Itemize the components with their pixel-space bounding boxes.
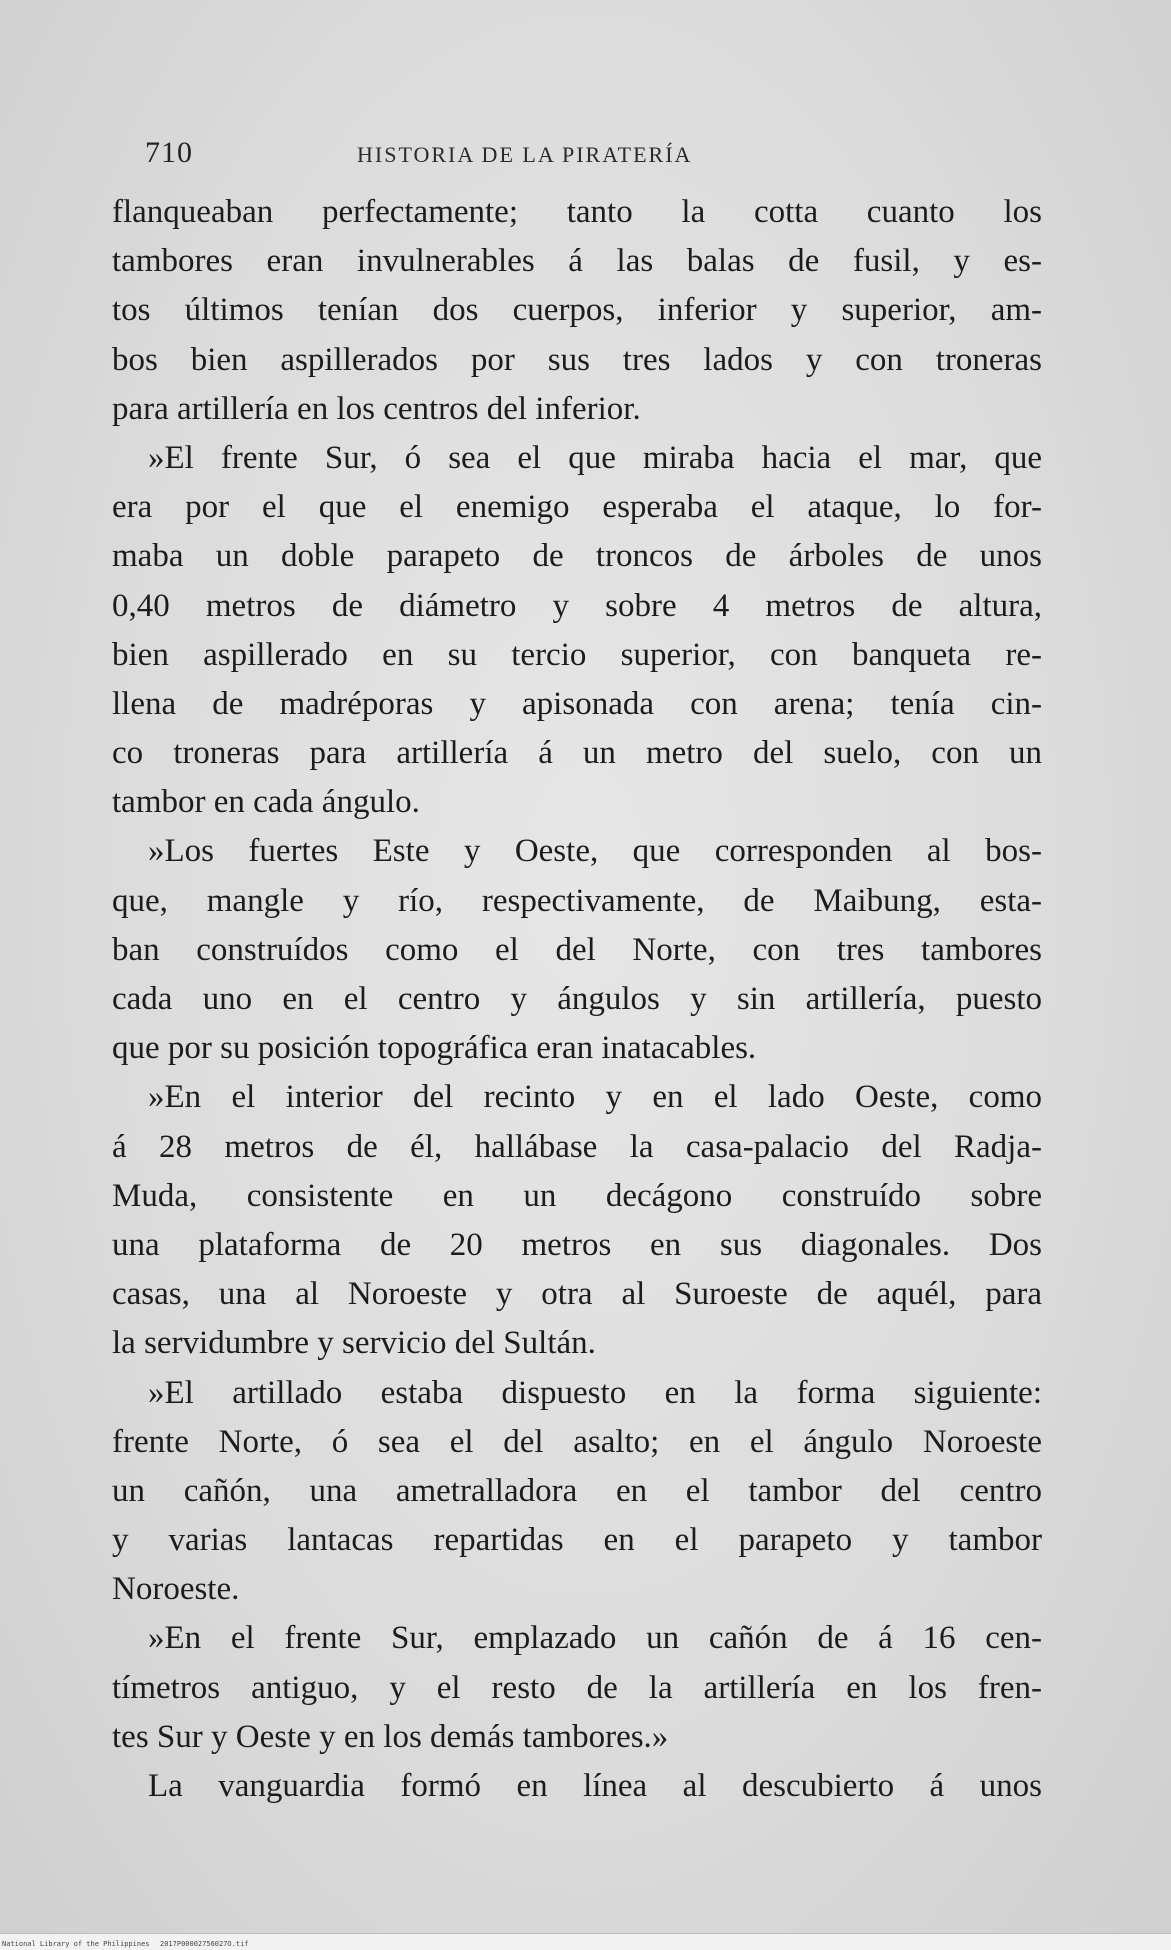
footer-library: National Library of the Philippines <box>2 1940 150 1948</box>
text-line: frente Norte, ó sea el del asalto; en el ángulo Noroeste <box>112 1423 1042 1460</box>
text-line: un cañón, una ametralladora en el tambor del centro <box>112 1472 1042 1509</box>
paragraph-start-line: »En el frente Sur, emplazado un cañón de á 16 cen- <box>148 1620 1042 1657</box>
scan-footer <box>0 1933 1171 1950</box>
paragraph-start-line: La vanguardia formó en línea al descubierto á unos <box>148 1768 1042 1804</box>
body-text <box>112 188 1042 1811</box>
text-line: 0,40 metros de diámetro y sobre 4 metros de altura, <box>112 587 1042 624</box>
text-line: Muda, consistente en un decágono construído sobre <box>112 1177 1042 1214</box>
text-line: la servidumbre y servicio del Sultán. <box>112 1325 596 1362</box>
text-line: tes Sur y Oeste y en los demás tambores.» <box>112 1718 669 1755</box>
text-line: casas, una al Noroeste y otra al Suroeste de aquél, para <box>112 1276 1042 1313</box>
text-line: que, mangle y río, respectivamente, de Maibung, esta- <box>112 882 1042 919</box>
text-line: Noroeste. <box>112 1571 240 1608</box>
paragraph-start-line: »En el interior del recinto y en el lado Oeste, como <box>148 1079 1042 1116</box>
text-line: y varias lantacas repartidas en el parapeto y tambor <box>112 1522 1042 1559</box>
text-line: á 28 metros de él, hallábase la casa-palacio del Radja- <box>112 1128 1042 1165</box>
text-line: tos últimos tenían dos cuerpos, inferior y superior, am- <box>112 292 1042 329</box>
paragraph-start-line: »Los fuertes Este y Oeste, que corresponden al bos- <box>148 833 1042 870</box>
paragraph-start-line: »El artillado estaba dispuesto en la forma siguiente: <box>148 1374 1042 1411</box>
text-line: bos bien aspillerados por sus tres lados y con troneras <box>112 341 1042 378</box>
text-line: maba un doble parapeto de troncos de árboles de unos <box>112 538 1042 575</box>
text-line: tímetros antiguo, y el resto de la artillería en los fren- <box>112 1669 1042 1706</box>
text-line: una plataforma de 20 metros en sus diagonales. Dos <box>112 1226 1042 1263</box>
text-line: tambores eran invulnerables á las balas de fusil, y es- <box>112 243 1042 280</box>
text-line: era por el que el enemigo esperaba el ataque, lo for- <box>112 489 1042 526</box>
text-line: tambor en cada ángulo. <box>112 784 420 821</box>
text-line: ban construídos como el del Norte, con tres tambores <box>112 931 1042 968</box>
text-line: cada uno en el centro y ángulos y sin artillería, puesto <box>112 981 1042 1017</box>
page-number: 710 <box>145 136 193 169</box>
text-line: flanqueaban perfectamente; tanto la cotta cuanto los <box>112 194 1042 230</box>
paragraph-start-line: »El frente Sur, ó sea el que miraba hacia el mar, que <box>148 439 1042 476</box>
page-header <box>145 136 1045 176</box>
text-line: co troneras para artillería á un metro del suelo, con un <box>112 735 1042 772</box>
text-line: para artillería en los centros del inferior. <box>112 390 641 427</box>
footer-filename: 2017P00002756027O.tif <box>160 1940 249 1948</box>
running-title: HISTORIA DE LA PIRATERÍA <box>357 142 693 167</box>
text-line: que por su posición topográfica eran inatacables. <box>112 1030 757 1067</box>
text-line: llena de madréporas y apisonada con arena; tenía cin- <box>112 685 1042 722</box>
text-line: bien aspillerado en su tercio superior, con banqueta re- <box>112 636 1042 673</box>
